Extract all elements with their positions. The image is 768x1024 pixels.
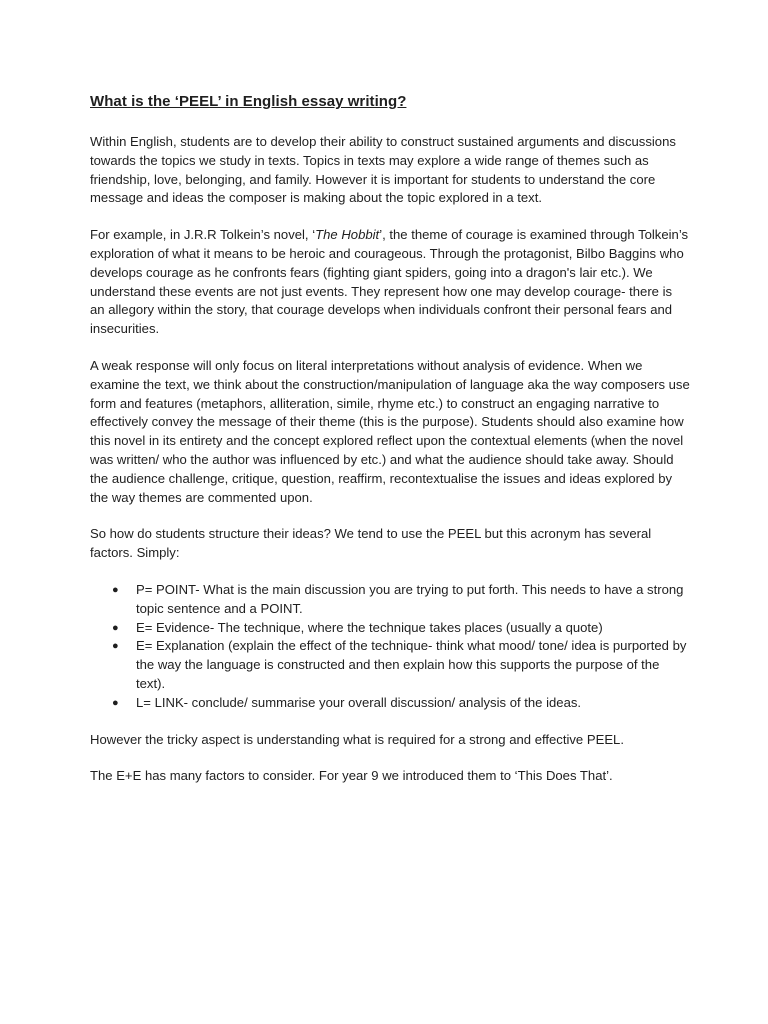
example-text-start: For example, in J.R.R Tolkein’s novel, ‘: [90, 227, 316, 243]
list-item-text: P= POINT- What is the main discussion you are trying to put forth. This needs to have a strong topic sentence and a POINT.: [136, 581, 684, 616]
example-text-end: ’, the theme of courage is examined through Tolkein’s exploration of what it means to be heroic and courageous. Through the protagonist, Bilbo Baggins who develops courage as he confronts fears (fighting giant spiders, going into a dragon's lair etc.). We understand these events are not just events. They represent how one may develop courage- there is an allegory within the story, that courage develops when individuals confront their personal fears and insecurities.: [90, 227, 689, 337]
novel-title: The Hobbit: [315, 227, 380, 243]
bullet-icon: ●: [112, 696, 119, 709]
list-item-text: E= Evidence- The technique, where the technique takes places (usually a quote): [136, 619, 603, 635]
list-item-text: L= LINK- conclude/ summarise your overall discussion/ analysis of the ideas.: [136, 694, 582, 710]
bullet-icon: ●: [112, 640, 119, 653]
peel-list: [90, 581, 690, 713]
closing-paragraph: The E+E has many factors to consider. For year 9 we introduced them to ‘This Does That’.: [90, 768, 613, 784]
bullet-icon: ●: [112, 583, 119, 596]
structure-paragraph: So how do students structure their ideas? We tend to use the PEEL but this acronym has several factors. Simply:: [90, 526, 652, 561]
list-item-text: E= Explanation (explain the effect of the technique- think what mood/ tone/ idea is purported by the way the language is constructed and then explain how this supports the purpose of the text).: [136, 638, 687, 691]
document-page: [90, 91, 690, 804]
list-item-point: [90, 581, 690, 619]
tricky-aspect-paragraph: However the tricky aspect is understanding what is required for a strong and effective PEEL.: [90, 731, 624, 747]
list-item-link: [90, 694, 690, 713]
intro-paragraph: Within English, students are to develop their ability to construct sustained arguments and discussions towards the topics we study in texts. Topics in texts may explore a wide range of themes such as friendship, love, belonging, and family. However it is important for students to understand the core message and ideas the composer is making about the topic explored in a text.: [90, 134, 676, 206]
bullet-icon: ●: [112, 621, 119, 634]
example-paragraph: [90, 226, 690, 339]
list-item-explanation: [90, 637, 690, 693]
weak-response-paragraph: A weak response will only focus on literal interpretations without analysis of evidence. When we examine the text, we think about the construction/manipulation of language aka the way composers use form and features (metaphors, alliteration, simile, rhyme etc.) to construct an engaging narrative to effectively convey the message of their theme (this is the purpose). Students should also examine how this novel in its entirety and the concept explored reflect upon the contextual elements (when the novel was written/ who the author was influenced by etc.) and what the audience should take away. Should the audience challenge, critique, question, reaffirm, recontextualise the issues and ideas explored by the way themes are commented upon.: [90, 357, 690, 505]
document-title: What is the ‘PEEL’ in English essay writing?: [90, 93, 407, 110]
list-item-evidence: [90, 619, 690, 638]
